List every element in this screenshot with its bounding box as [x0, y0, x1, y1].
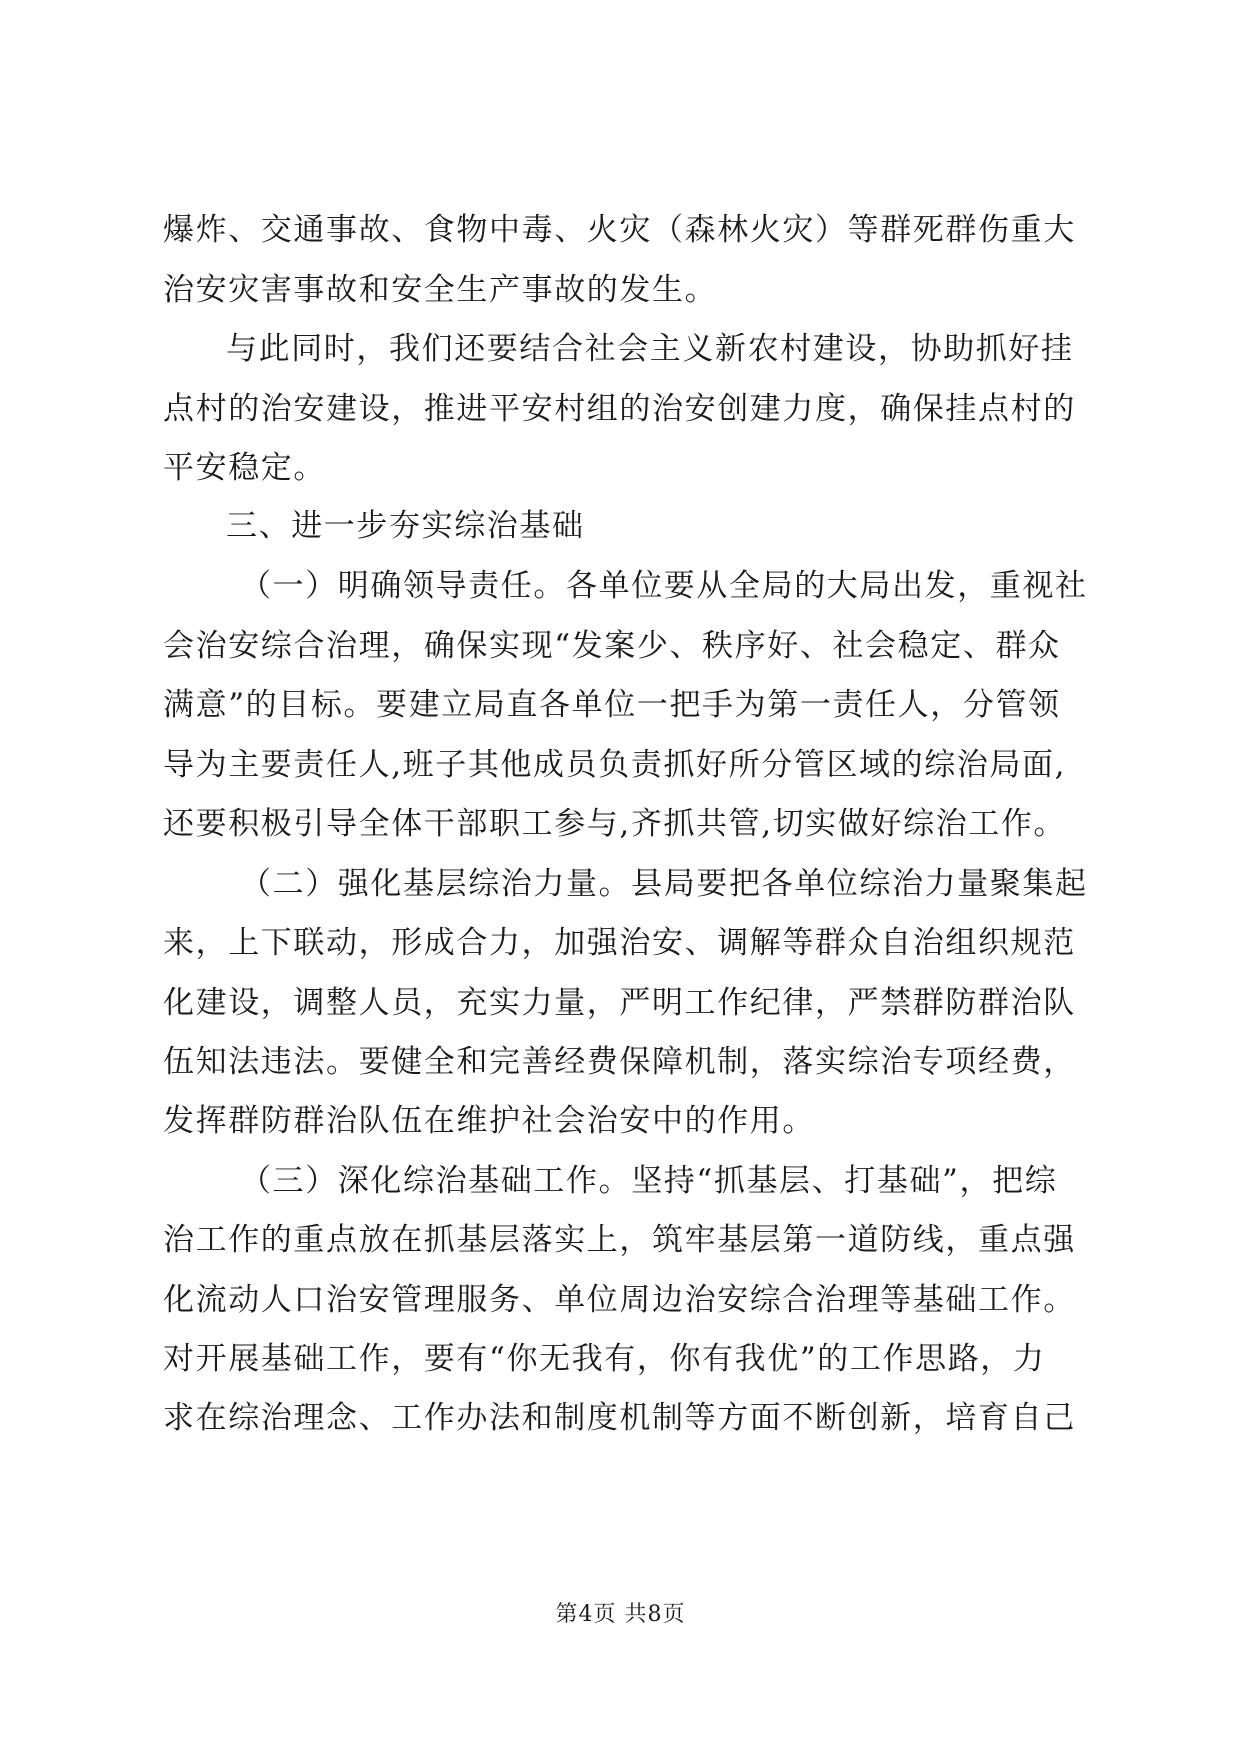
body-line: 满意”的目标。要建立局直各单位一把手为第一责任人，分管领 [163, 687, 1061, 723]
body-line: 点村的治安建设，推进平安村组的治安创建力度，确保挂点村的 [163, 391, 1076, 427]
body-line: 对开展基础工作，要有“你无我有，你有我优”的工作思路，力 [163, 1341, 1046, 1377]
body-line: 来，上下联动，形成合力，加强治安、调解等群众自治组织规范 [163, 925, 1076, 961]
body-line: 治工作的重点放在抓基层落实上，筑牢基层第一道防线，重点强 [163, 1222, 1076, 1258]
body-line: 求在综治理念、工作办法和制度机制等方面不断创新，培育自己 [163, 1400, 1076, 1436]
body-line: 化建设，调整人员，充实力量，严明工作纪律，严禁群防群治队 [163, 985, 1076, 1021]
page-footer: 第4页 共8页 [555, 1602, 686, 1627]
body-line: 导为主要责任人,班子其他成员负责抓好所分管区域的综治局面, [163, 747, 1067, 783]
body-line: 化流动人口治安管理服务、单位周边治安综合治理等基础工作。 [163, 1282, 1076, 1318]
section-heading: 三、进一步夯实综治基础 [226, 508, 585, 544]
body-line: 与此同时，我们还要结合社会主义新农村建设，协助抓好挂 [226, 331, 1074, 367]
body-line: （二）强化基层综治力量。县局要把各单位综治力量聚集起 [240, 866, 1088, 902]
body-line: （一）明确领导责任。各单位要从全局的大局出发，重视社 [240, 568, 1088, 604]
body-line: （三）深化综治基础工作。坚持“抓基层、打基础”，把综 [240, 1163, 1058, 1199]
body-line: 会治安综合治理，确保实现“发案少、秩序好、社会稳定、群众 [163, 628, 1061, 664]
body-line: 发挥群防群治队伍在维护社会治安中的作用。 [163, 1103, 815, 1139]
body-line: 爆炸、交通事故、食物中毒、火灾（森林火灾）等群死群伤重大 [163, 212, 1076, 248]
body-line: 还要积极引导全体干部职工参与,齐抓共管,切实做好综治工作。 [163, 806, 1067, 842]
body-line: 平安稳定。 [163, 450, 326, 486]
body-line: 治安灾害事故和安全生产事故的发生。 [163, 272, 718, 308]
body-line: 伍知法违法。要健全和完善经费保障机制，落实综治专项经费， [163, 1044, 1076, 1080]
